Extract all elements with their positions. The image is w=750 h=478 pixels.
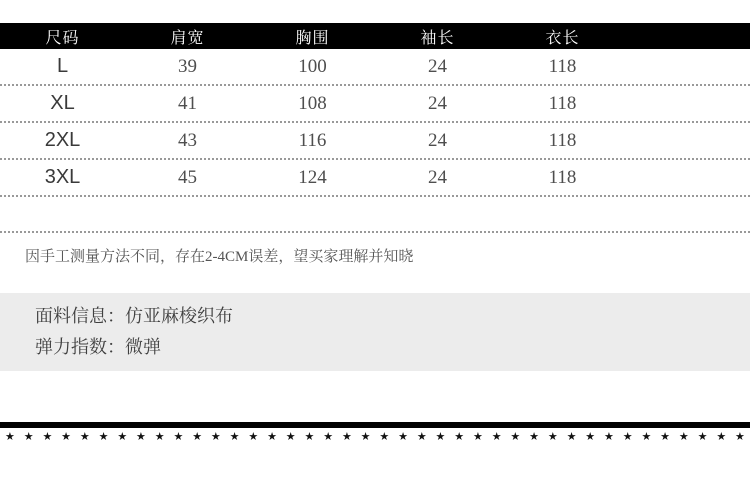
star-border	[0, 430, 750, 444]
star-icon: ★	[510, 430, 521, 443]
star-icon: ★	[5, 430, 15, 443]
star-icon: ★	[192, 430, 203, 443]
shoulder-width-cell: 39	[178, 55, 197, 77]
star-icon: ★	[61, 430, 72, 443]
fabric-info-line	[35, 304, 750, 329]
star-icon: ★	[229, 430, 240, 443]
shoulder-width-cell: 43	[178, 129, 197, 151]
star-icon: ★	[547, 430, 558, 443]
stretch-label: 弹力指数：	[35, 337, 125, 357]
garment-length-cell: 118	[548, 166, 577, 188]
fabric-value: 仿亚麻梭织布	[125, 306, 233, 326]
table-row-xl	[0, 86, 750, 123]
header-cell-garment-length: 衣长	[545, 29, 580, 47]
star-icon: ★	[472, 430, 483, 443]
star-icon: ★	[79, 430, 90, 443]
shoulder-width-cell: 45	[178, 166, 197, 188]
star-icon: ★	[117, 430, 128, 443]
star-icon: ★	[697, 430, 708, 443]
table-row-l	[0, 49, 750, 86]
header-cell-shoulder-width: 肩宽	[170, 29, 205, 47]
garment-length-cell: 118	[548, 92, 577, 114]
star-icon: ★	[416, 430, 427, 443]
bust-cell: 116	[298, 129, 327, 151]
size-cell: 2XL	[44, 129, 81, 151]
star-icon: ★	[622, 430, 633, 443]
star-icon: ★	[735, 430, 745, 443]
star-icon: ★	[660, 430, 671, 443]
star-icon: ★	[323, 430, 334, 443]
star-icon: ★	[360, 430, 371, 443]
sleeve-length-cell: 24	[428, 129, 447, 151]
header-cell-size: 尺码	[45, 29, 80, 47]
star-icon: ★	[491, 430, 502, 443]
table-row-3xl	[0, 160, 750, 197]
star-icon: ★	[566, 430, 577, 443]
table-empty-row	[0, 197, 750, 233]
star-icon: ★	[173, 430, 184, 443]
garment-length-cell: 118	[548, 129, 577, 151]
fabric-label: 面料信息：	[35, 306, 125, 326]
size-table-header	[0, 23, 750, 49]
bust-cell: 124	[298, 166, 327, 188]
measurement-note: 因手工测量方法不同，存在2-4CM误差，望买家理解并知晓	[25, 249, 414, 265]
star-icon: ★	[398, 430, 408, 443]
size-cell: L	[56, 55, 69, 77]
sleeve-length-cell: 24	[428, 166, 447, 188]
bust-cell: 100	[298, 55, 327, 77]
fabric-info-box	[0, 293, 750, 371]
star-icon: ★	[379, 430, 390, 443]
size-table-body	[0, 49, 750, 197]
star-icon: ★	[136, 430, 146, 443]
star-icon: ★	[454, 430, 465, 443]
sleeve-length-cell: 24	[428, 92, 447, 114]
star-icon: ★	[98, 430, 109, 443]
star-icon: ★	[716, 430, 727, 443]
star-icon: ★	[23, 430, 34, 443]
table-row-2xl	[0, 123, 750, 160]
star-icon: ★	[435, 430, 446, 443]
star-icon: ★	[285, 430, 296, 443]
star-icon: ★	[210, 430, 221, 443]
star-icon: ★	[267, 430, 277, 443]
star-icon: ★	[248, 430, 259, 443]
star-icon: ★	[154, 430, 165, 443]
header-cell-bust: 胸围	[295, 29, 330, 47]
star-icon: ★	[604, 430, 614, 443]
bust-cell: 108	[298, 92, 327, 114]
star-icon: ★	[641, 430, 652, 443]
star-icon: ★	[585, 430, 596, 443]
size-cell: XL	[50, 92, 75, 114]
size-table	[0, 23, 750, 233]
star-icon: ★	[529, 430, 539, 443]
star-icon: ★	[42, 430, 53, 443]
stretch-value: 微弹	[125, 337, 161, 357]
header-cell-sleeve-length: 袖长	[420, 29, 455, 47]
sleeve-length-cell: 24	[428, 55, 447, 77]
garment-length-cell: 118	[548, 55, 577, 77]
star-icon: ★	[341, 430, 352, 443]
star-icon: ★	[304, 430, 315, 443]
stretch-info-line	[35, 335, 750, 360]
bottom-divider	[0, 422, 750, 428]
star-icon: ★	[678, 430, 689, 443]
size-cell: 3XL	[44, 166, 81, 188]
shoulder-width-cell: 41	[178, 92, 197, 114]
